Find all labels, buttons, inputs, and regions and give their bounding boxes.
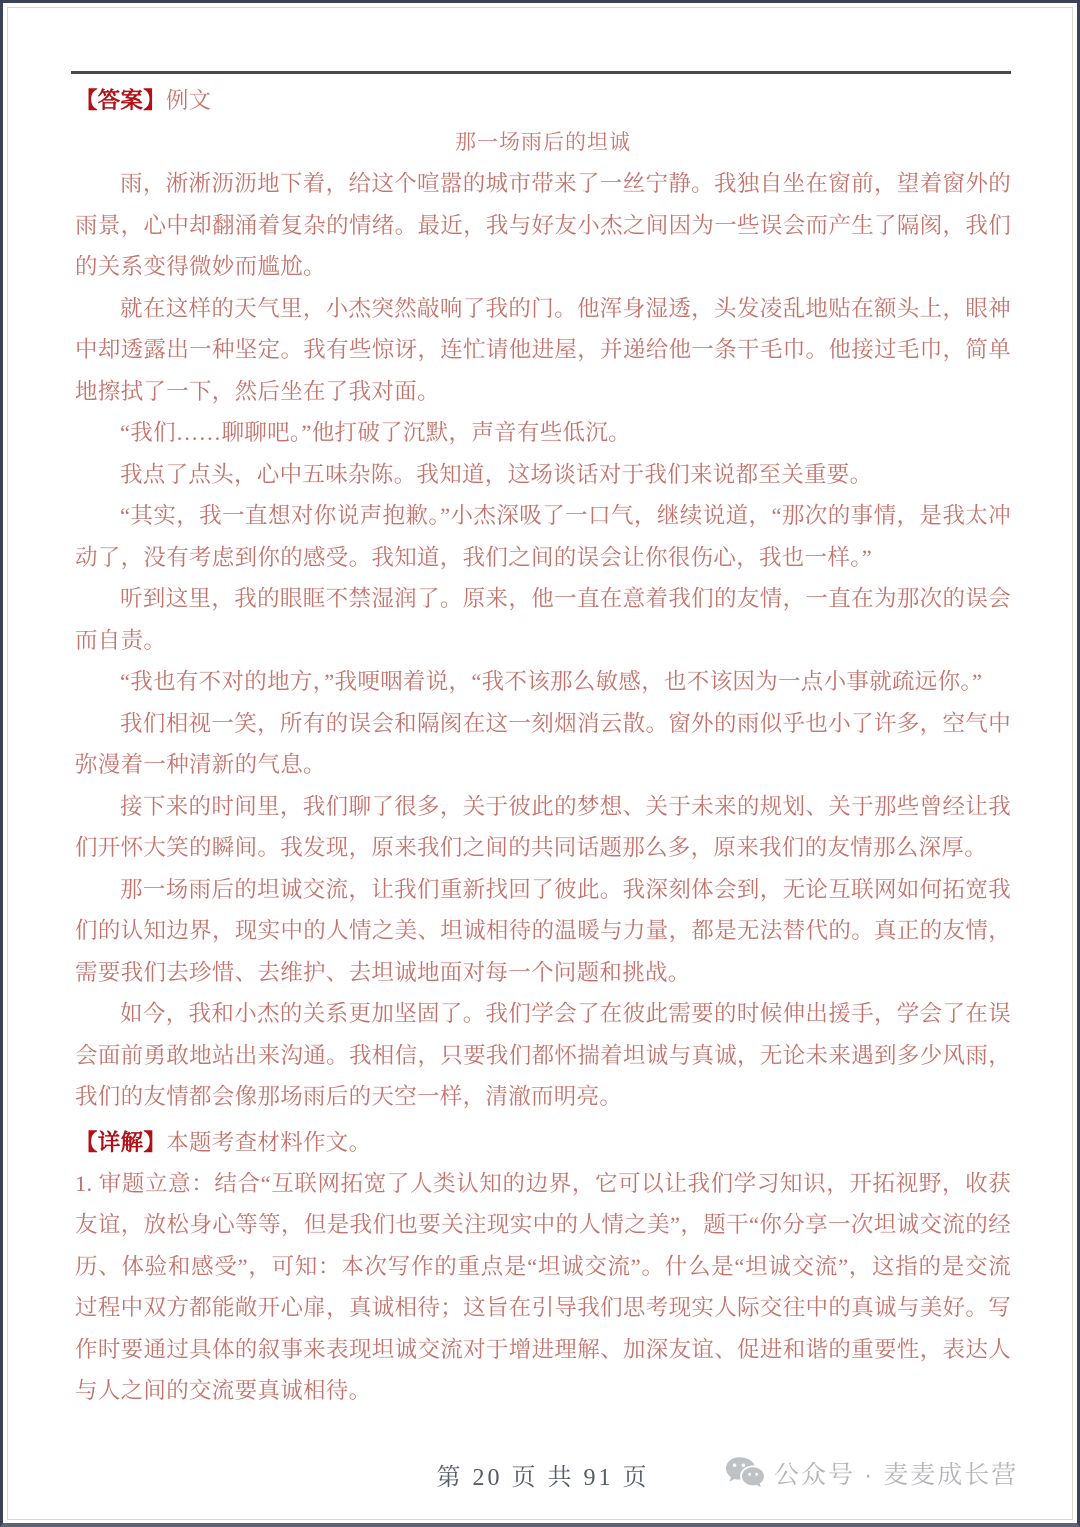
detail-marker: 【详解】 bbox=[75, 1129, 167, 1155]
detail-line bbox=[75, 1122, 1011, 1163]
detail-marker-text: 本题考查材料作文。 bbox=[166, 1129, 372, 1155]
watermark bbox=[725, 1455, 1018, 1491]
essay-paragraph: 听到这里，我的眼眶不禁湿润了。原来，他一直在意着我们的友情，一直在为那次的误会而自责。 bbox=[75, 586, 1011, 653]
answer-line bbox=[75, 83, 1011, 119]
answer-marker-text: 例文 bbox=[165, 88, 212, 113]
essay-paragraph: 雨，淅淅沥沥地下着，给这个喧嚣的城市带来了一丝宁静。我独自坐在窗前，望着窗外的雨景，心中却翻涌着复杂的情绪。最近，我与好友小杰之间因为一些误会而产生了隔阂，我们的关系变得微妙而尴尬。 bbox=[75, 171, 1011, 279]
essay-paragraph: 如今，我和小杰的关系更加坚固了。我们学会了在彼此需要的时候伸出援手，学会了在误会面前勇敢地站出来沟通。我相信，只要我们都怀揣着坦诚与真诚，无论未来遇到多少风雨，我们的友情都会像那场雨后的天空一样，清澈而明亮。 bbox=[75, 1001, 1011, 1109]
essay-paragraph: 我们相视一笑，所有的误会和隔阂在这一刻烟消云散。窗外的雨似乎也小了许多，空气中弥漫着一种清新的气息。 bbox=[75, 710, 1011, 777]
document-body bbox=[75, 83, 1011, 1412]
watermark-label: 公众号 · 麦麦成长营 bbox=[774, 1461, 1019, 1489]
essay-paragraph: “我也有不对的地方，”我哽咽着说，“我不该那么敏感，也不该因为一点小事就疏远你。” bbox=[120, 669, 983, 694]
essay-paragraph: 我点了点头，心中五味杂陈。我知道，这场谈话对于我们来说都至关重要。 bbox=[120, 461, 873, 487]
essay-paragraph: 就在这样的天气里，小杰突然敲响了我的门。他浑身湿透，头发凌乱地贴在额头上，眼神中却透露出一种坚定。我有些惊讶，连忙请他进屋，并递给他一条干毛巾。他接过毛巾，简单地擦拭了一下，然后坐在了我对面。 bbox=[75, 295, 1011, 404]
essay-paragraph: “其实，我一直想对你说声抱歉。”小杰深吸了一口气，继续说道，“那次的事情，是我太冲动了，没有考虑到你的感受。我知道，我们之间的误会让你很伤心，我也一样。” bbox=[75, 503, 1011, 570]
essay-paragraph: “我们……聊聊吧。”他打破了沉默，声音有些低沉。 bbox=[120, 420, 631, 445]
page-number: 第 20 页 共 91 页 bbox=[436, 1465, 650, 1491]
analysis-item: 1. 审题立意：结合“互联网拓宽了人类认知的边界，它可以让我们学习知识，开拓视野，收获友谊，放松身心等等，但是我们也要关注现实中的人情之美”，题干“你分享一次坦诚交流的经历、体验和感受”，可知：本次写作的重点是“坦诚交流”。什么是“坦诚交流”，这指的是交流过程中双方都能敞开心扉，真诚相待；这旨在引导我们思考现实人际交往中的真诚与美好。写作时要通过具体的叙事来表现坦诚交流对于增进理解、加深友谊、促进和谐的重要性，表达人与人之间的交流要真诚相待。 bbox=[75, 1170, 1011, 1403]
page-footer bbox=[3, 1455, 1080, 1515]
essay-paragraph: 那一场雨后的坦诚交流，让我们重新找回了彼此。我深刻体会到，无论互联网如何拓宽我们的认知边界，现实中的人情之美、坦诚相待的温暖与力量，都是无法替代的。真正的友情，需要我们去珍惜、去维护、去坦诚地面对每一个问题和挑战。 bbox=[75, 876, 1011, 985]
wechat-icon bbox=[725, 1456, 765, 1490]
essay-title: 那一场雨后的坦诚 bbox=[455, 130, 631, 154]
answer-marker: 【答案】 bbox=[75, 88, 166, 113]
header-divider-rule bbox=[71, 71, 1011, 74]
essay-paragraph: 接下来的时间里，我们聊了很多，关于彼此的梦想、关于未来的规划、关于那些曾经让我们开怀大笑的瞬间。我发现，原来我们之间的共同话题那么多，原来我们的友情那么深厚。 bbox=[75, 793, 1011, 860]
